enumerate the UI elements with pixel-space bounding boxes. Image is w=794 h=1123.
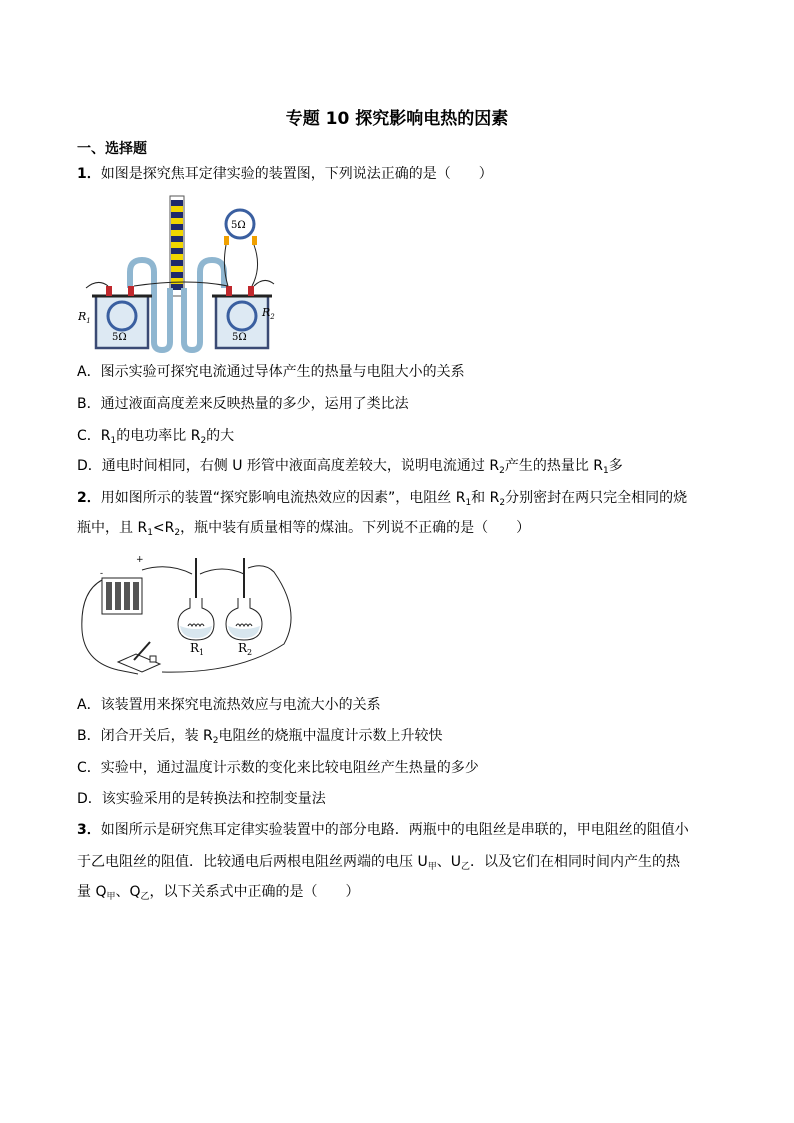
q1-top-resistor-value: 5Ω (231, 220, 246, 231)
q2-option-b: B．闭合开关后，装 $R_2$电阻丝的烧瓶中温度计示数上升较快 (77, 728, 443, 746)
q1-right-resistor-value: 5Ω (232, 332, 247, 343)
q1-left-resistor-value: 5Ω (112, 332, 127, 343)
q2-circuit-figure (78, 552, 304, 684)
q1-joule-apparatus-figure (78, 192, 278, 354)
q1-option-b: B．通过液面高度差来反映热量的多少，运用了类比法 (77, 396, 409, 412)
q2-r2-label: $R_2$ (238, 641, 253, 657)
q1-option-c: C．$R_1$的电功率比 $R_2$的大 (77, 428, 235, 446)
q1-r1-label: $R_1$ (78, 310, 91, 325)
q2-stem-line2: 瓶中，且 $R_1<R_2$，瓶中装有质量相等的煤油。下列说不正确的是（ ） (77, 520, 531, 538)
q1-ruler-stripes (171, 200, 183, 290)
section-heading: 一、选择题 (77, 141, 147, 157)
q1-stem (77, 164, 493, 184)
q2-battery-minus: - (100, 569, 104, 579)
q1-option-d: D．通电时间相同，右侧 U 形管中液面高度差较大，说明电流通过 $R_2$产生的热量比 $R_1$多 (77, 458, 623, 476)
q1-option-a: A．图示实验可探究电流通过导体产生的热量与电阻大小的关系 (77, 364, 465, 380)
q3-number: 3． (77, 822, 101, 838)
q1-number: 1． (77, 166, 101, 182)
q2-number: 2． (77, 490, 101, 506)
page-title: 专题 10 探究影响电热的因素 (285, 109, 509, 129)
q2-switch (118, 642, 160, 672)
q2-r1-label: $R_1$ (190, 641, 205, 657)
q2-option-d: D．该实验采用的是转换法和控制变量法 (77, 791, 326, 807)
q2-stem-line1: 2．用如图所示的装置“探究影响电流热效应的因素”，电阻丝 $R_1$和 $R_2$分别密封在两只完全相同的烧 (77, 490, 688, 508)
q2-option-a: A．该装置用来探究电流热效应与电流大小的关系 (77, 697, 381, 713)
q1-r2-label: $R_2$ (262, 306, 275, 321)
q1-stem-text: 如图是探究焦耳定律实验的装置图，下列说法正确的是（ ） (100, 166, 493, 182)
q3-stem-line3: 量 $Q_甲$、$Q_乙$，以下关系式中正确的是（ ） (77, 884, 360, 902)
q3-stem-line1: 3．如图所示是研究焦耳定律实验装置中的部分电路．两瓶中的电阻丝是串联的，甲电阻丝的阻值小 (77, 822, 689, 838)
q3-stem-line2: 于乙电阻丝的阻值．比较通电后两根电阻丝两端的电压 $U_甲$、$U_乙$．以及它们在相同时间内产生的热 (77, 854, 680, 872)
q2-option-c: C．实验中，通过温度计示数的变化来比较电阻丝产生热量的多少 (77, 760, 479, 776)
q2-battery-plus: + (136, 555, 144, 565)
q2-battery (100, 555, 144, 614)
